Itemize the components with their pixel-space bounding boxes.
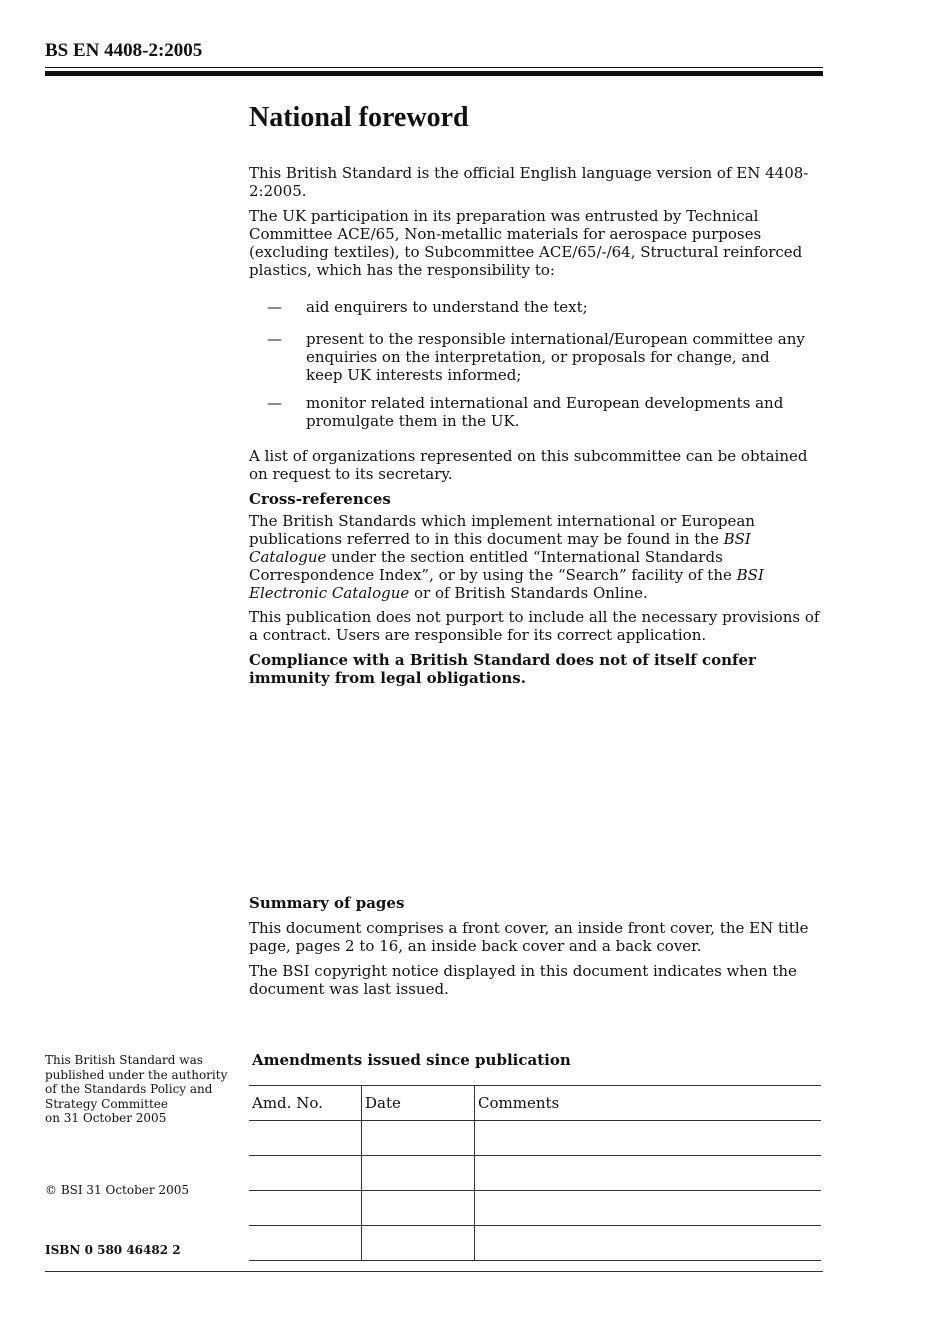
publication-authority-note xyxy=(45,1053,235,1126)
table-cell xyxy=(475,1226,822,1261)
list-item-text: present to the responsible international/European committee any enquiries on the interpretation, or proposals for change, and keep UK interests informed; xyxy=(306,330,805,384)
organizations-paragraph: A list of organizations represented on this subcommittee can be obtained on request to its secretary. xyxy=(249,447,808,483)
table-cell xyxy=(475,1121,822,1156)
document-code: BS EN 4408-2:2005 xyxy=(45,40,203,61)
authority-line: on 31 October 2005 xyxy=(45,1111,167,1125)
isbn: ISBN 0 580 46482 2 xyxy=(45,1243,181,1257)
compliance-statement: Compliance with a British Standard does not of itself confer immunity from legal obligations. xyxy=(249,651,756,687)
page-title: National foreword xyxy=(249,102,469,133)
table-cell xyxy=(249,1226,362,1261)
intro-paragraph: This British Standard is the official English language version of EN 4408-2:2005. xyxy=(249,164,809,200)
summary-heading: Summary of pages xyxy=(249,894,405,912)
footer-rule xyxy=(45,1271,823,1272)
provisions-paragraph: This publication does not purport to include all the necessary provisions of a contract. Users are responsible for its correct application. xyxy=(249,608,820,644)
cross-references-text: or of British Standards Online. xyxy=(409,584,648,602)
header-rule-thick xyxy=(45,71,823,76)
summary-paragraph: This document comprises a front cover, an inside front cover, the EN title page, pages 2 to 16, an inside back cover and a back cover. xyxy=(249,919,809,955)
column-header-amd-no: Amd. No. xyxy=(249,1086,362,1121)
column-header-comments: Comments xyxy=(475,1086,822,1121)
list-item-text: aid enquirers to understand the text; xyxy=(306,298,588,316)
cross-references-heading: Cross-references xyxy=(249,490,391,508)
list-item-text: monitor related international and European developments and promulgate them in the UK. xyxy=(306,394,784,430)
bsi-catalogue-title: BSI Catalogue xyxy=(249,530,751,566)
authority-line: This British Standard was xyxy=(45,1053,203,1067)
copyright-note-paragraph: The BSI copyright notice displayed in this document indicates when the document was last issued. xyxy=(249,962,797,998)
cross-references-text: under the section entitled “International Standards Correspondence Index”, or by using the “Search” facility of the xyxy=(249,548,737,584)
table-cell xyxy=(362,1121,475,1156)
authority-line: Strategy Committee xyxy=(45,1096,168,1111)
table-header-row xyxy=(249,1086,821,1121)
participation-paragraph: The UK participation in its preparation was entrusted by Technical Committee ACE/65, Non-metallic materials for aerospace purposes (excluding textiles), to Subcommittee ACE/65/-/64, Structural reinforced plastics, which has the responsibility to: xyxy=(249,207,803,279)
amendments-table xyxy=(249,1085,821,1261)
table-row xyxy=(249,1191,821,1226)
table-cell xyxy=(362,1226,475,1261)
header-rule-thin xyxy=(45,67,823,68)
authority-line: of the Standards Policy and xyxy=(45,1082,213,1096)
table-cell xyxy=(249,1191,362,1226)
table-row xyxy=(249,1226,821,1261)
table-row xyxy=(249,1121,821,1156)
dash-marker: — xyxy=(267,394,282,412)
dash-marker: — xyxy=(267,298,282,316)
cross-references-paragraph xyxy=(249,512,825,602)
dash-marker: — xyxy=(267,330,282,348)
authority-line: published under the authority xyxy=(45,1067,228,1082)
table-cell xyxy=(475,1156,822,1191)
table-cell xyxy=(249,1156,362,1191)
cross-references-text: The British Standards which implement international or European publications referred to in this document may be found in the xyxy=(249,512,755,548)
table-cell xyxy=(475,1191,822,1226)
bsi-electronic-catalogue-title: BSI Electronic Catalogue xyxy=(249,566,764,602)
table-cell xyxy=(362,1191,475,1226)
column-header-date: Date xyxy=(362,1086,475,1121)
copyright-line: © BSI 31 October 2005 xyxy=(45,1183,189,1197)
amendments-title: Amendments issued since publication xyxy=(252,1051,571,1069)
table-row xyxy=(249,1156,821,1191)
table-cell xyxy=(362,1156,475,1191)
table-cell xyxy=(249,1121,362,1156)
